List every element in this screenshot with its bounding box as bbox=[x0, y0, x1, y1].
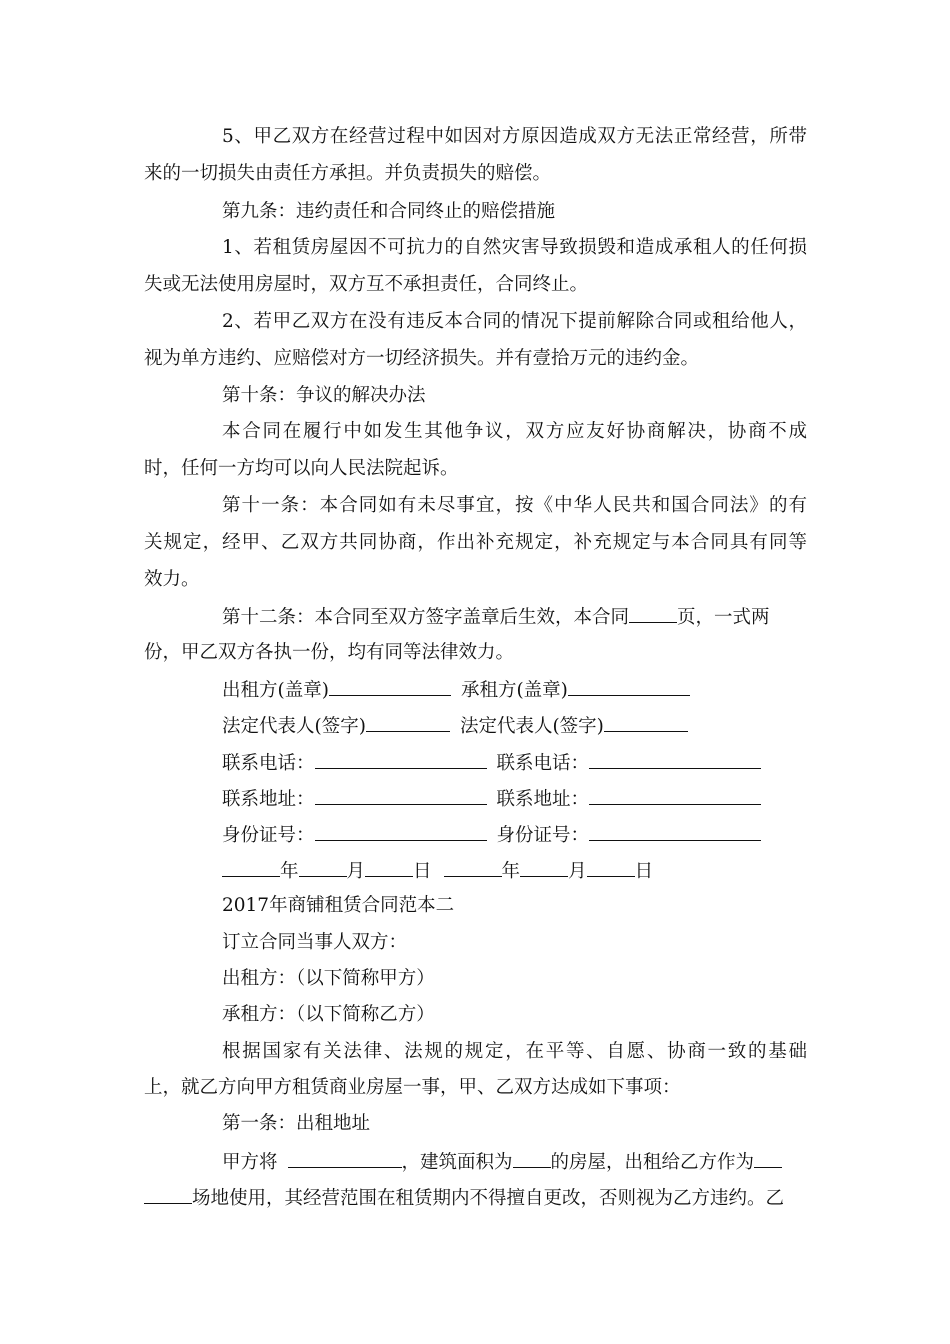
article-1-body-line-1 bbox=[222, 1149, 782, 1175]
article-1-body-line-2 bbox=[144, 1185, 784, 1211]
lessor-phone-blank[interactable] bbox=[315, 750, 487, 769]
lessor-phone-label: 联系电话： bbox=[222, 753, 315, 774]
article-12-text-b: 页，一式两 bbox=[677, 607, 770, 628]
purpose-blank-b[interactable] bbox=[144, 1185, 192, 1204]
article-1-text-a: 甲方将 bbox=[222, 1152, 278, 1173]
parties-heading: 订立合同当事人双方： bbox=[222, 932, 408, 953]
article-9-title: 第九条：违约责任和合同终止的赔偿措施 bbox=[222, 201, 556, 222]
article-11-line-3: 效力。 bbox=[144, 569, 200, 590]
lessor-rep-blank[interactable] bbox=[366, 713, 450, 732]
basis-line-1: 根据国家有关法律、法规的规定，在平等、自愿、协商一致的基础 bbox=[222, 1041, 807, 1062]
article-1-text-c: 的房屋，出租给乙方作为 bbox=[550, 1152, 755, 1173]
year-label-b: 年 bbox=[501, 861, 521, 882]
article-10-body-line-1: 本合同在履行中如发生其他争议，双方应友好协商解决，协商不成 bbox=[222, 421, 807, 442]
lessee-line: 承租方：（以下简称乙方） bbox=[222, 1004, 435, 1025]
year-label: 年 bbox=[280, 861, 299, 882]
article-11-line-2: 关规定，经甲、乙双方共同协商，作出补充规定，补充规定与本合同具有同等 bbox=[144, 532, 807, 553]
article-12-line-2: 份，甲乙双方各执一份，均有同等法律效力。 bbox=[144, 642, 515, 663]
day-label-b: 日 bbox=[634, 861, 654, 882]
lessee-id-label: 身份证号： bbox=[496, 825, 590, 846]
lessor-rep-label: 法定代表人(签字) bbox=[222, 716, 366, 737]
article-10-body-line-2: 时，任何一方均可以向人民法院起诉。 bbox=[144, 458, 459, 479]
lessee-phone-blank[interactable] bbox=[589, 750, 761, 769]
purpose-blank-a[interactable] bbox=[754, 1149, 782, 1168]
month-label-b: 月 bbox=[568, 861, 587, 882]
article-1-text-b: ，建筑面积为 bbox=[401, 1152, 513, 1173]
clause-5-line-2: 来的一切损失由责任方承担。并负责损失的赔偿。 bbox=[144, 163, 552, 184]
month-label: 月 bbox=[346, 861, 366, 882]
lessee-rep-label: 法定代表人(签字) bbox=[459, 716, 604, 737]
lessee-seal-blank[interactable] bbox=[568, 677, 690, 696]
lessee-seal-label: 承租方(盖章) bbox=[460, 680, 568, 701]
article-10-title: 第十条：争议的解决办法 bbox=[222, 385, 426, 406]
address-blank[interactable] bbox=[288, 1149, 402, 1168]
lessee-day-blank[interactable] bbox=[587, 858, 635, 877]
lessee-address-label: 联系地址： bbox=[496, 789, 590, 810]
lessee-address-blank[interactable] bbox=[589, 786, 761, 805]
lessor-month-blank[interactable] bbox=[299, 858, 347, 877]
article-9-1-line-1: 1、若租赁房屋因不可抗力的自然灾害导致损毁和造成承租人的任何损 bbox=[222, 237, 807, 258]
second-contract-title: 2017年商铺租赁合同范本二 bbox=[222, 895, 455, 916]
page-count-blank[interactable] bbox=[629, 604, 677, 623]
signature-id-row bbox=[222, 822, 761, 848]
lessee-year-blank[interactable] bbox=[444, 858, 502, 877]
day-label: 日 bbox=[413, 861, 432, 882]
clause-5-line-1: 5、甲乙双方在经营过程中如因对方原因造成双方无法正常经营，所带 bbox=[222, 126, 807, 147]
lessor-line: 出租方：（以下简称甲方） bbox=[222, 968, 435, 989]
area-blank[interactable] bbox=[513, 1149, 551, 1168]
lessee-month-blank[interactable] bbox=[520, 858, 568, 877]
signature-rep-row bbox=[222, 713, 688, 739]
lessor-id-blank[interactable] bbox=[315, 822, 487, 841]
article-9-2-line-1: 2、若甲乙双方在没有违反本合同的情况下提前解除合同或租给他人， bbox=[222, 311, 807, 332]
lessor-address-label: 联系地址： bbox=[222, 789, 315, 810]
lessee-rep-blank[interactable] bbox=[604, 713, 688, 732]
lessor-address-blank[interactable] bbox=[315, 786, 487, 805]
signature-address-row bbox=[222, 786, 761, 812]
lessor-day-blank[interactable] bbox=[365, 858, 413, 877]
signature-date-row bbox=[222, 858, 653, 884]
lessor-seal-blank[interactable] bbox=[329, 677, 451, 696]
article-12-text-a: 第十二条：本合同至双方签字盖章后生效，本合同 bbox=[222, 607, 630, 628]
signature-seal-row bbox=[222, 677, 690, 703]
lessor-year-blank[interactable] bbox=[222, 858, 280, 877]
article-11-line-1: 第十一条：本合同如有未尽事宜，按《中华人民共和国合同法》的有 bbox=[222, 495, 807, 516]
article-9-1-line-2: 失或无法使用房屋时，双方互不承担责任，合同终止。 bbox=[144, 274, 589, 295]
article-1-title: 第一条：出租地址 bbox=[222, 1113, 371, 1134]
article-1-text-d: 场地使用，其经营范围在租赁期内不得擅自更改，否则视为乙方违约。乙 bbox=[192, 1188, 785, 1209]
lessor-id-label: 身份证号： bbox=[222, 825, 315, 846]
basis-line-2: 上，就乙方向甲方租赁商业房屋一事，甲、乙双方达成如下事项： bbox=[144, 1077, 681, 1098]
article-12-line-1 bbox=[222, 604, 807, 630]
lessee-phone-label: 联系电话： bbox=[496, 753, 590, 774]
article-9-2-line-2: 视为单方违约、应赔偿对方一切经济损失。并有壹拾万元的违约金。 bbox=[144, 348, 700, 369]
signature-phone-row bbox=[222, 750, 761, 776]
lessor-seal-label: 出租方(盖章) bbox=[222, 680, 329, 701]
lessee-id-blank[interactable] bbox=[589, 822, 761, 841]
